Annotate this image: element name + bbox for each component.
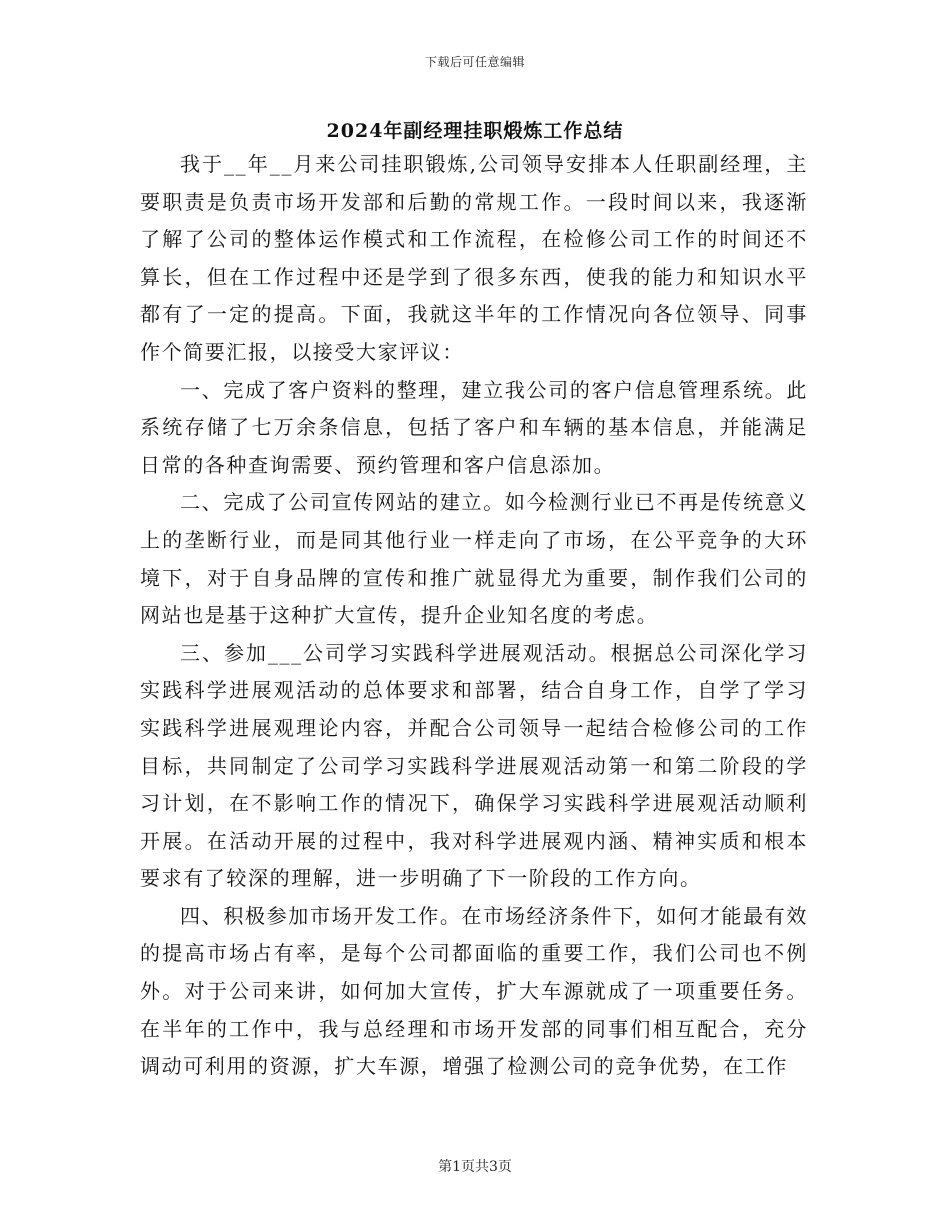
document-title: 2024年副经理挂职煅炼工作总结 <box>326 120 624 142</box>
paragraph-item-1: 一、完成了客户资料的整理，建立我公司的客户信息管理系统。此系统存储了七万余条信息，包括了客户和车辆的基本信息，并能满足日常的各种查询需要、预约管理和客户信息添加。 <box>140 377 808 477</box>
page-number: 第1页共3页 <box>438 1159 512 1175</box>
document-body <box>140 146 808 1086</box>
paragraph-item-3: 三、参加___公司学习实践科学进展观活动。根据总公司深化学习实践科学进展观活动的总体要求和部署，结合自身工作，自学了学习实践科学进展观理论内容，并配合公司领导一起结合检修公司的工作目标，共同制定了公司学习实践科学进展观活动第一和第二阶段的学习计划，在不影响工作的情况下，确保学习实践科学进展观活动顺利开展。在活动开展的过程中，我对科学进展观内涵、精神实质和根本要求有了较深的理解，进一步明确了下一阶段的工作方向。 <box>140 640 808 891</box>
paragraph-item-4: 四、积极参加市场开发工作。在市场经济条件下，如何才能最有效的提高市场占有率，是每个公司都面临的重要工作，我们公司也不例外。对于公司来讲，如何加大宣传，扩大车源就成了一项重要任务。在半年的工作中，我与总经理和市场开发部的同事们相互配合，充分调动可利用的资源，扩大车源，增强了检测公司的竞争优势，在工作 <box>140 903 808 1079</box>
header-note: 下载后可任意编辑 <box>424 55 525 69</box>
paragraph-item-2: 二、完成了公司宣传网站的建立。如今检测行业已不再是传统意义上的垄断行业，而是同其他行业一样走向了市场，在公平竞争的大环境下，对于自身品牌的宣传和推广就显得尤为重要，制作我们公司的网站也是基于这种扩大宣传，提升企业知名度的考虑。 <box>140 490 808 628</box>
paragraph-intro: 我于__年__月来公司挂职锻炼,公司领导安排本人任职副经理，主要职责是负责市场开发部和后勤的常规工作。一段时间以来，我逐渐了解了公司的整体运作模式和工作流程，在检修公司工作的时间还不算长，但在工作过程中还是学到了很多东西，使我的能力和知识水平都有了一定的提高。下面，我就这半年的工作情况向各位领导、同事作个简要汇报，以接受大家评议： <box>140 152 808 364</box>
